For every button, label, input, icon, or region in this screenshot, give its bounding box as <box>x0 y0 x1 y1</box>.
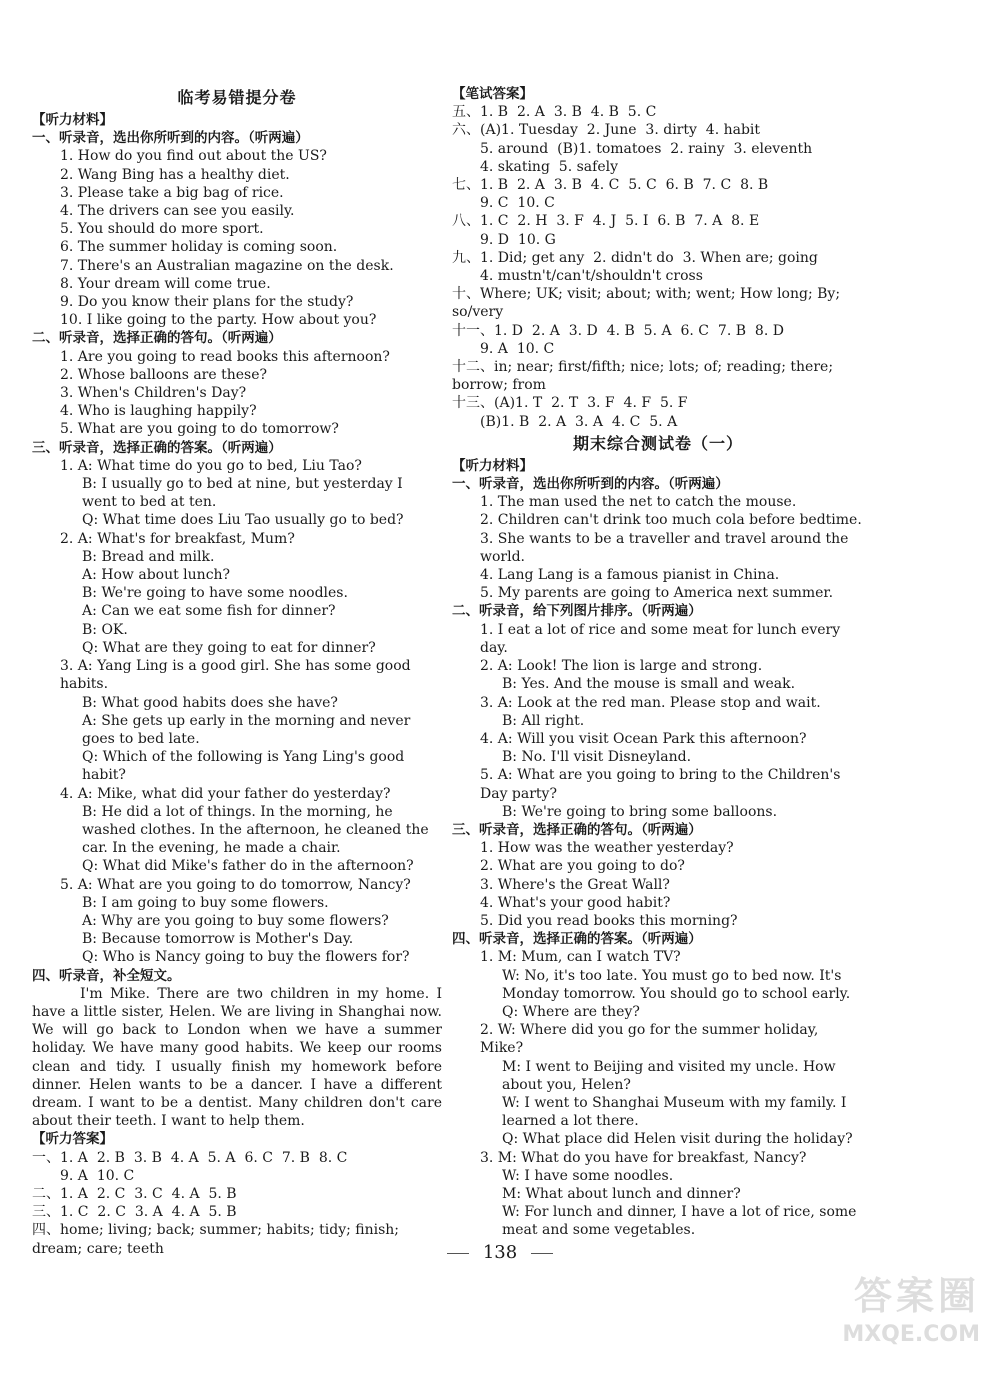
text-line: B: I usually go to bed at nine, but yesterday I went to bed at ten. <box>82 476 408 511</box>
list-item: 1. Are you going to read books this afternoon? <box>60 348 390 365</box>
written-answers-list <box>452 103 864 431</box>
text-line: B: Because tomorrow is Mother's Day. <box>82 931 354 948</box>
exam-part-3-list <box>452 839 864 930</box>
list-item: 3. Please take a big bag of rice. <box>60 184 284 201</box>
text-line: 5. A: What are you going to do tomorrow, Nancy? <box>60 876 411 893</box>
text-line: Q: Where are they? <box>502 1003 640 1020</box>
page-number: 138 <box>0 1242 1000 1263</box>
exam-part-2-heading: 二、听录音，给下列图片排序。（听两遍） <box>452 603 702 620</box>
text-line: A: Why are you going to buy some flowers? <box>82 912 389 929</box>
text-line: 四、home; living; back; summer; habits; tidy; finish; dream; care; teeth <box>32 1222 404 1257</box>
part-1-list <box>32 147 442 329</box>
text-line: B: All right. <box>502 712 585 729</box>
text-line: B: I am going to buy some flowers. <box>82 894 329 911</box>
text-line: 5. A: What are you going to bring to the Children's Day party? <box>480 767 845 802</box>
text-line: 2. W: Where did you go for the summer holiday, Mike? <box>480 1022 823 1057</box>
text-line: 9. A 10. C <box>480 340 555 357</box>
listening-answers-label: 【听力答案】 <box>32 1131 113 1148</box>
exam-part-1-list <box>452 493 864 602</box>
text-line: 3. M: What do you have for breakfast, Nancy? <box>480 1149 807 1166</box>
text-line: B: No. I'll visit Disneyland. <box>502 749 692 766</box>
text-line: Q: Who is Nancy going to buy the flowers for? <box>82 949 410 966</box>
list-item: 2. Whose balloons are these? <box>60 366 268 383</box>
list-item: 1. How do you find out about the US? <box>60 148 327 165</box>
part-4-heading: 四、听录音，补全短文。 <box>32 967 181 984</box>
text-line: 一、1. A 2. B 3. B 4. A 5. A 6. C 7. B 8. C <box>32 1149 348 1166</box>
text-line: B: We're going to have some noodles. <box>82 585 348 602</box>
written-answers-label: 【笔试答案】 <box>452 86 533 102</box>
text-line: W: I went to Shanghai Museum with my family. I learned a lot there. <box>502 1094 851 1130</box>
text-line: 2. A: What's for breakfast, Mum? <box>60 530 295 547</box>
list-item: 7. There's an Australian magazine on the desk. <box>60 257 394 274</box>
text-line: 十二、in; near; first/fifth; nice; lots; of; reading; there; borrow; from <box>452 359 838 394</box>
text-line: 三、1. C 2. C 3. A 4. A 5. B <box>32 1204 237 1221</box>
text-line: 二、1. A 2. C 3. C 4. A 5. B <box>32 1185 237 1202</box>
text-line: 9. D 10. G <box>480 231 556 248</box>
watermark-logo: 答案圈 <box>853 1274 980 1318</box>
list-item: 9. Do you know their plans for the study? <box>60 294 354 311</box>
text-line: 十一、1. D 2. A 3. D 4. B 5. A 6. C 7. B 8. D <box>452 322 784 339</box>
list-item: 1. How was the weather yesterday? <box>480 840 734 857</box>
list-item: 1. The man used the net to catch the mouse. <box>480 494 797 511</box>
text-line: 七、1. B 2. A 3. B 4. C 5. C 6. B 7. C 8. B <box>452 177 769 194</box>
list-item: 2. Children can't drink too much cola before bedtime. <box>480 512 862 529</box>
list-item: 4. The drivers can see you easily. <box>60 203 295 220</box>
text-line: B: Yes. And the mouse is small and weak. <box>502 676 796 693</box>
exam-title: 期末综合测试卷（一） <box>572 433 743 453</box>
list-item: 5. My parents are going to America next summer. <box>480 585 834 602</box>
text-line: 4. A: Mike, what did your father do yesterday? <box>60 785 391 802</box>
list-item: 2. Wang Bing has a healthy diet. <box>60 166 290 183</box>
text-line: M: I went to Beijing and visited my uncle. How about you, Helen? <box>502 1058 841 1093</box>
text-line: B: He did a lot of things. In the morning, he washed clothes. In the afternoon, he cleaned the car. In the evening, he made a chair. <box>82 803 434 857</box>
text-line: 十、Where; UK; visit; about; with; went; How long; By; so/very <box>452 286 845 321</box>
part-4-passage: I'm Mike. There are two children in my home. I have a little sister, Helen. We are living in Shanghai now. We will go back to London when we have a summer holiday. We have many good habits. We keep our rooms clean and tidy. I usually finish my homework before dinner. Helen wants to be a dancer. I have a different dream. I want to be a dentist. Many children don't care about their teeth. I want to help them. <box>32 985 442 1130</box>
text-line: A: Can we eat some fish for dinner? <box>82 603 336 620</box>
section-title: 临考易错提分卷 <box>177 88 297 107</box>
text-line: 9. A 10. C <box>60 1167 135 1184</box>
list-item: 5. What are you going to do tomorrow? <box>60 421 339 438</box>
part-2-heading: 二、听录音，选择正确的答句。（听两遍） <box>32 330 282 347</box>
text-line: W: No, it's too late. You must go to bed now. It's Monday tomorrow. You should go to school early. <box>502 967 851 1002</box>
text-line: A: She gets up early in the morning and never goes to bed late. <box>82 712 415 747</box>
part-3-dialogues <box>32 457 442 967</box>
text-line: B: Bread and milk. <box>82 548 215 565</box>
text-line: A: How about lunch? <box>82 567 231 584</box>
list-item: 3. She wants to be a traveller and travel around the world. <box>480 530 853 565</box>
text-line: 5. around (B)1. tomatoes 2. rainy 3. eleventh <box>480 140 813 157</box>
text-line: Q: What are they going to eat for dinner? <box>82 639 376 656</box>
listening-material-label-2: 【听力材料】 <box>452 457 533 474</box>
text-line: Q: Which of the following is Yang Ling's good habit? <box>82 749 409 784</box>
text-line: 五、1. B 2. A 3. B 4. B 5. C <box>452 104 657 121</box>
watermark-url: MXQE.COM <box>842 1322 980 1347</box>
text-line: 九、1. Did; get any 2. didn't do 3. When are; going <box>452 249 818 266</box>
text-line: B: We're going to bring some balloons. <box>502 803 778 820</box>
text-line: Q: What place did Helen visit during the holiday? <box>502 1131 853 1148</box>
text-line: W: For lunch and dinner, I have a lot of rice, some meat and some vegetables. <box>502 1204 861 1239</box>
text-line: 十三、(A)1. T 2. T 3. F 4. F 5. F <box>452 395 688 412</box>
list-item: 4. Who is laughing happily? <box>60 403 257 420</box>
list-item: 4. What's your good habit? <box>480 894 671 911</box>
list-item: 10. I like going to the party. How about you? <box>60 312 377 329</box>
text-line: 9. C 10. C <box>480 195 555 212</box>
exam-part-3-heading: 三、听录音，选择正确的答句。（听两遍） <box>452 821 702 838</box>
part-3-heading: 三、听录音，选择正确的答案。（听两遍） <box>32 439 282 456</box>
text-line: 1. I eat a lot of rice and some meat for lunch every day. <box>480 621 845 656</box>
text-line: 1. A: What time do you go to bed, Liu Tao? <box>60 457 362 474</box>
right-column <box>452 85 864 1240</box>
list-item: 4. Lang Lang is a famous pianist in China. <box>480 567 780 584</box>
list-item: 5. Did you read books this morning? <box>480 912 738 929</box>
text-line: 1. M: Mum, can I watch TV? <box>480 949 681 966</box>
list-item: 5. You should do more sport. <box>60 221 264 238</box>
text-line: 2. A: Look! The lion is large and strong. <box>480 658 763 675</box>
exam-part-1-heading: 一、听录音，选出你所听到的内容。（听两遍） <box>452 476 729 493</box>
list-item: 6. The summer holiday is coming soon. <box>60 239 338 256</box>
exam-part-4-heading: 四、听录音，选择正确的答案。（听两遍） <box>452 931 702 948</box>
left-column <box>32 85 442 1258</box>
text-line: Q: What did Mike's father do in the afternoon? <box>82 858 414 875</box>
watermark <box>780 1265 980 1355</box>
text-line: 4. mustn't/can't/shouldn't cross <box>480 268 703 285</box>
text-line: 六、(A)1. Tuesday 2. June 3. dirty 4. habit <box>452 122 761 139</box>
text-line: B: What good habits does she have? <box>82 694 338 711</box>
text-line: 3. A: Look at the red man. Please stop and wait. <box>480 694 821 711</box>
text-line: 4. A: Will you visit Ocean Park this afternoon? <box>480 730 807 747</box>
text-line: (B)1. B 2. A 3. A 4. C 5. A <box>480 413 678 430</box>
text-line: 3. A: Yang Ling is a good girl. She has some good habits. <box>60 658 416 693</box>
text-line: 4. skating 5. safely <box>480 158 618 175</box>
text-line: 八、1. C 2. H 3. F 4. J 5. I 6. B 7. A 8. E <box>452 213 760 230</box>
part-2-list <box>32 348 442 439</box>
text-line: B: OK. <box>82 621 128 638</box>
list-item: 2. What are you going to do? <box>480 858 685 875</box>
exam-part-2-list <box>452 621 864 821</box>
list-item: 3. When's Children's Day? <box>60 385 247 402</box>
list-item: 3. Where's the Great Wall? <box>480 876 670 893</box>
text-line: Q: What time does Liu Tao usually go to bed? <box>82 512 404 529</box>
list-item: 8. Your dream will come true. <box>60 275 271 292</box>
text-line: W: I have some noodles. <box>502 1167 674 1184</box>
exam-part-4-dialogues <box>452 948 864 1239</box>
part-1-heading: 一、听录音，选出你所听到的内容。（听两遍） <box>32 130 309 147</box>
text-line: M: What about lunch and dinner? <box>502 1185 741 1202</box>
listening-material-label: 【听力材料】 <box>32 112 113 128</box>
